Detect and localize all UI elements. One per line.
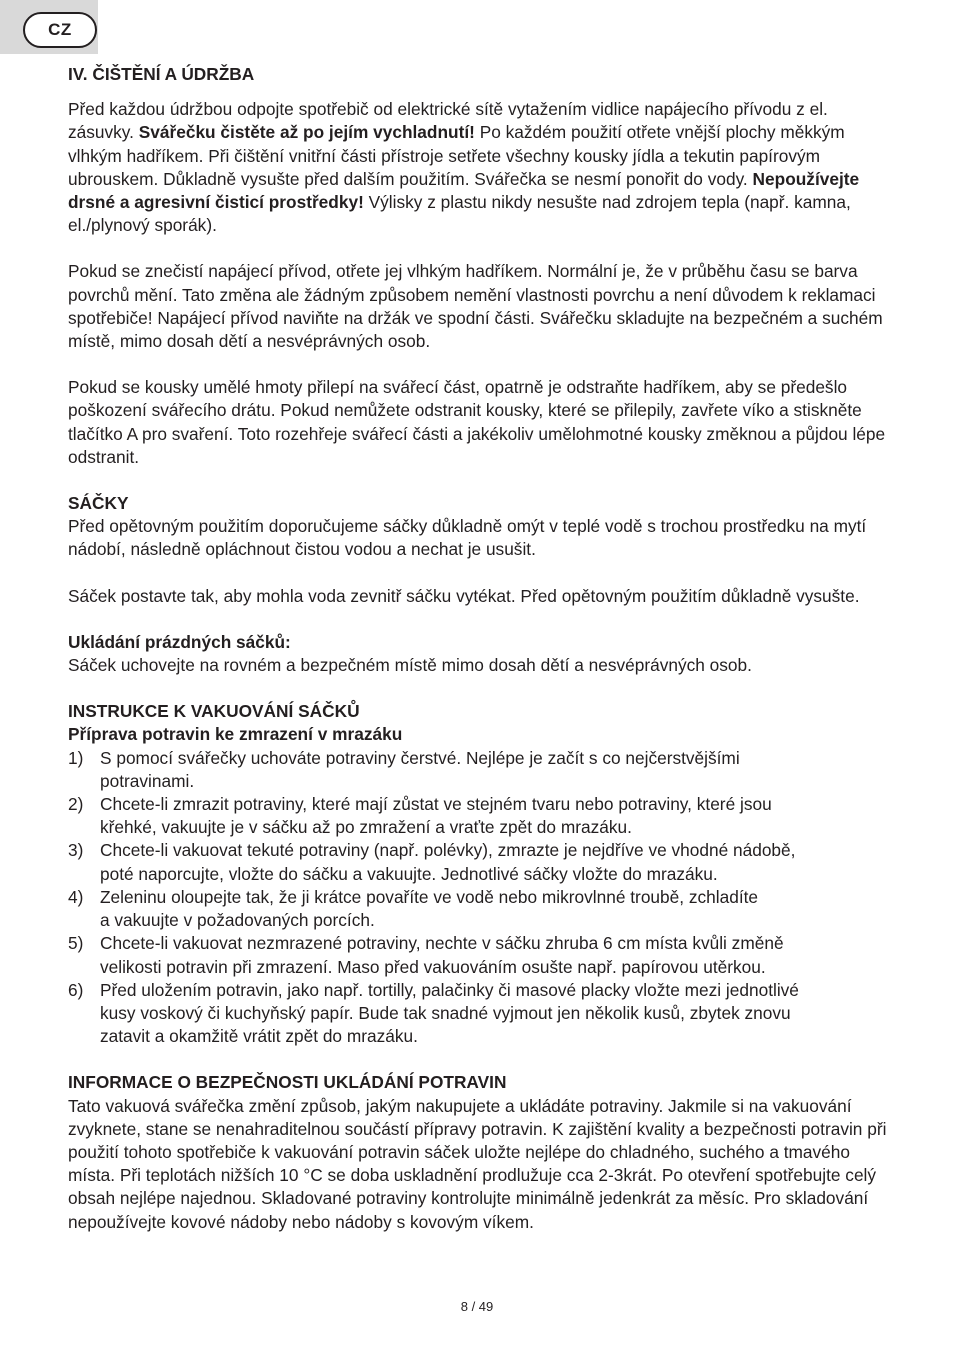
cleaning-paragraph-3: Pokud se kousky umělé hmoty přilepí na svářecí část, opatrně je odstraňte hadříkem, aby se předešlo poškození svářecího drátu. Pokud nemůžete odstranit kousky, které se přilepily, zavřete víko a stiskněte tlačítko A pro svaření. Toto rozehřeje svářecí části a jakékoliv umělohmotné kousky změknou a půjdou lépe odstranit.	[68, 377, 886, 467]
cleaning-warning-cool: Svářečku čistěte až po jejím vychladnutí!	[138, 122, 475, 143]
vacuum-steps-list	[68, 747, 888, 1049]
list-item	[68, 886, 888, 932]
list-item-number: 3)	[68, 840, 84, 861]
bags-paragraph-2: Sáček postavte tak, aby mohla voda zevnitř sáčku vytékat. Před opětovným použitím důkladně vysušte.	[68, 585, 860, 606]
section-title-bags: SÁČKY	[68, 493, 129, 514]
vacuum-subtitle: Příprava potravin ke zmrazení v mrazáku	[68, 724, 403, 745]
list-item	[68, 793, 888, 839]
safety-paragraph: Tato vakuová svářečka změní způsob, jakým nakupujete a ukládáte potraviny. Jakmile si na vakuování zvyknete, stane se nenahraditelnou součástí přípravy potravin. K zajištění kvality a bezpečnosti potravin při použití tohoto spotřebiče k vakuování potravin sáček uložte nejlépe do chladného, suchého a tmavého místa. Při teplotách nižších 10 °C se doba uskladnění prodlužuje cca 2-3krát. Po otevření spotřebujte celý obsah nejlépe najednou. Skladované potraviny kontrolujte minimálně jedenkrát za měsíc. Pro skladování nepoužívejte kovové nádoby nebo nádoby s kovovým víkem.	[68, 1095, 887, 1232]
page-content	[68, 63, 888, 1234]
list-item-number: 5)	[68, 933, 84, 954]
cleaning-text-1: Před každou údržbou odpojte spotřebič od elektrické sítě vytažením vidlice napájecího přívodu z el. zásuvky.	[68, 99, 828, 143]
section-title-cleaning: IV. ČIŠTĚNÍ A ÚDRŽBA	[68, 64, 255, 84]
list-item-line: S pomocí svářečky uchováte potraviny čerstvé. Nejlépe je začít s co nejčerstvějšími	[100, 747, 740, 768]
list-item	[68, 979, 888, 1049]
list-item	[68, 747, 888, 793]
list-item-line: zatavit a okamžitě vrátit zpět do mrazáku.	[100, 1026, 418, 1047]
list-item-number: 1)	[68, 747, 84, 768]
page-number: 8 / 49	[460, 1299, 494, 1314]
list-item-line: velikosti potravin při zmrazení. Maso před vakuováním osušte např. papírovou utěrkou.	[100, 956, 766, 977]
cleaning-text-3: Výlisky z plastu nikdy nesušte nad zdrojem tepla (např. kamna, el./plynový sporák).	[68, 192, 851, 236]
list-item-line: kusy voskový či kuchyňský papír. Bude tak snadné vyjmout jen několik kusů, zbytek znovu	[100, 1002, 791, 1023]
language-badge: CZ	[23, 12, 97, 48]
list-item-number: 2)	[68, 794, 84, 815]
list-item-line: potravinami.	[100, 770, 195, 791]
cleaning-paragraph-2: Pokud se znečistí napájecí přívod, otřete jej vlhkým hadříkem. Normální je, že v průběhu času se barva povrchů mění. Tato změna ale žádným způsobem nemění vlastnosti povrchu a není důvodem k reklamaci spotřebiče! Napájecí přívod naviňte na držák ve spodní části. Svářečku skladujte na bezpečném a suchém místě, mimo dosah dětí a nesvéprávných osob.	[68, 261, 883, 352]
list-item-line: Chcete-li zmrazit potraviny, které mají zůstat ve stejném tvaru nebo potraviny, které jsou	[100, 794, 772, 815]
list-item-number: 6)	[68, 979, 84, 1000]
section-title-safety: INFORMACE O BEZPEČNOSTI UKLÁDÁNÍ POTRAVIN	[68, 1072, 507, 1093]
bags-paragraph-3: Sáček uchovejte na rovném a bezpečném místě mimo dosah dětí a nesvéprávných osob.	[68, 655, 752, 676]
list-item-line: Chcete-li vakuovat nezmrazené potraviny, nechte v sáčku zhruba 6 cm místa kvůli změně	[100, 933, 784, 954]
cleaning-paragraph-1	[68, 98, 888, 237]
list-item	[68, 932, 888, 978]
list-item-line: křehké, vakuujte je v sáčku až po zmražení a vraťte zpět do mrazáku.	[100, 817, 632, 838]
cleaning-text-2: Po každém použití otřete vnější plochy měkkým vlhkým hadříkem. Při čištění vnitřní části přístroje setřete všechny kousky jídla a tekutin papírovým ubrouskem. Důkladně vysušte před dalším použitím. Svářečka se nesmí ponořit do vody.	[68, 122, 845, 189]
cleaning-warning-abrasive: Nepoužívejte drsné a agresivní čisticí prostředky!	[68, 168, 860, 213]
section-title-vacuum: INSTRUKCE K VAKUOVÁNÍ SÁČKŮ	[68, 701, 360, 722]
bags-paragraph-1: Před opětovným použitím doporučujeme sáčky důkladně omýt v teplé vodě s trochou prostředku na mytí nádobí, následně opláchnout čistou vodou a nechat je usušit.	[68, 516, 867, 560]
list-item-line: Chcete-li vakuovat tekuté potraviny (např. polévky), zmrazte je nejdříve ve vhodné nádobě,	[100, 840, 796, 861]
list-item	[68, 839, 888, 885]
list-item-line: Zeleninu oloupejte tak, že ji krátce povaříte ve vodě nebo mikrovlnné troubě, zchladíte	[100, 886, 759, 907]
list-item-line: poté naporcujte, vložte do sáčku a vakuujte. Jednotlivé sáčky vložte do mrazáku.	[100, 863, 718, 884]
list-item-line: a vakuujte v požadovaných porcích.	[100, 910, 375, 931]
bags-storage-subtitle: Ukládání prázdných sáčků:	[68, 631, 291, 652]
list-item-line: Před uložením potravin, jako např. tortilly, palačinky či masové placky vložte mezi jednotlivé	[100, 979, 799, 1000]
list-item-number: 4)	[68, 886, 84, 907]
